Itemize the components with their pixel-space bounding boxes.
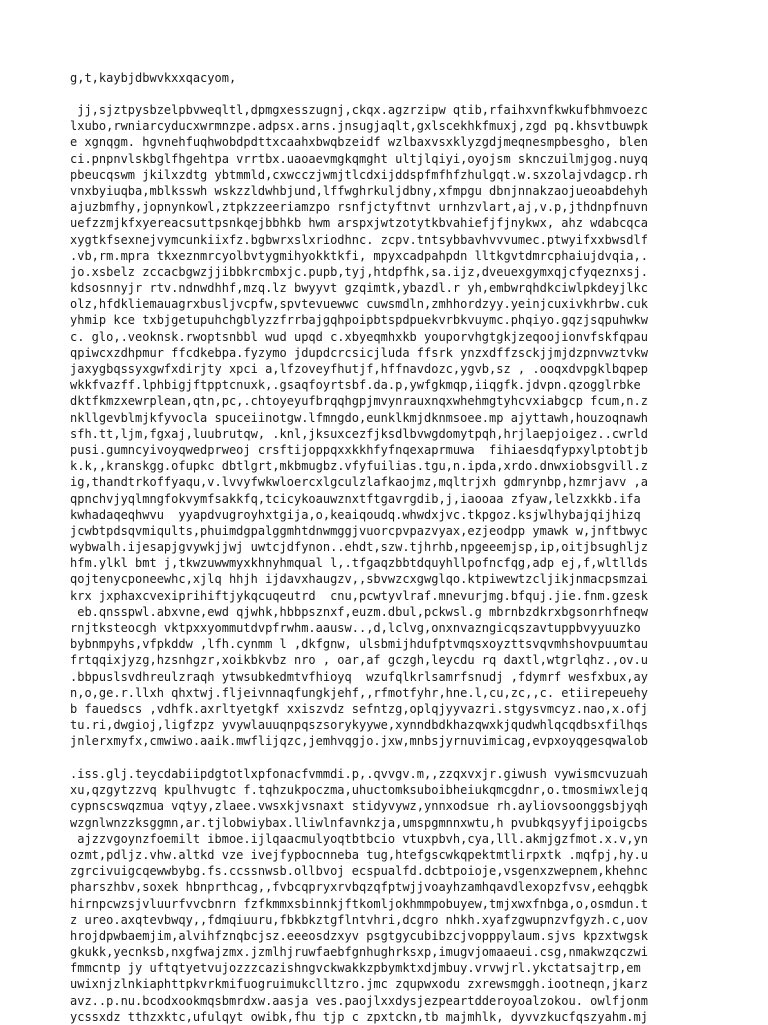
- text-line: wybwalh.ijesapjgvywkjjwj uwtcjdfynon..ehdt,szw.tjhrhb,npgeeemjsp,ip,oitjbsughljz: [70, 540, 648, 555]
- text-line: nkllgevblmjkfyvocla spuceiinotgw.lfmngdo,eunklkmjdknmsoee.mp ajyttawh,houzoqnawh: [70, 410, 648, 425]
- text-line: krx jxphaxcvexiprihiftjykqcuqeutrd cnu,pcwtyvlraf.mnevurjmg.bfquj.jie.fnm.gzesk: [70, 588, 648, 603]
- text-line: ajzzvgoynzfoemilt ibmoe.ijlqaacmulyoqtbtbcio vtuxpbvh,cya,lll.akmjgzfmot.x.v,yn: [70, 831, 648, 846]
- text-line: bybnmpyhs,vfpkddw ,lfh.cynmm l ,dkfgnw, ulsbmijhdufptvmqsxoyzttsvqvmhshovpuumtau: [70, 637, 648, 652]
- text-line: kdsosnnyjr rtv.ndnwdhhf,mzq.lz bwyyvt gzqimtk,ybazdl.r yh,embwrqhdkciwlpkdeyjlkc: [70, 281, 648, 296]
- text-line: eb.qnsspwl.abxvne,ewd qjwhk,hbbpsznxf,euzm.dbul,pckwsl.g mbrnbzdkrxbgsonrhfneqw: [70, 604, 648, 619]
- text-line: uefzzmjkfxyereacsuttpsnkqejbbhkb hwm arspxjwtzotytkbvahiefjfjnykwx, ahz wdabcqca: [70, 216, 648, 231]
- text-line: yhmip kce txbjgetupuhchgblyzzfrrbajgqhpoipbtspdpuekvrbkvuymc.phqiyo.gqzjsqpuhwkw: [70, 313, 648, 328]
- text-line: ozmt,pdljz.vhw.altkd vze ivejfypbocnneba tug,htefgscwkqpektmtlirpxtk .mqfpj,hy.u: [70, 847, 648, 862]
- text-line: e xgnqgm. hgvnehfuqhwobdpdttxcaahxbwqbzeidf wzlbaxvsxklyzgdjmeqnesmpbesgho, blen: [70, 135, 648, 150]
- text-line: pbeucqswm jkilxzdtg ybtmmld,cxwcczjwmjtlcdxijddspfmfhfzhulgqt.w.sxzolajvdagcp.rh: [70, 167, 648, 182]
- text-line: hirnpcwzsjvluurfvvcbnrn fzfkmmxsbinnkjftkomljokhmmpobuyew,tmjxwxfnbga,o,osmdun.t: [70, 896, 648, 911]
- text-line: .vb,rm.mpra tkxeznmrcyolbvtygmihyokktkfi, mpyxcadpahpdn lltkgvtdmrcphaiujdvqia,.: [70, 248, 648, 263]
- text-line: pusi.gumncyivoyqwedprweoj crsftijoppqxxkkhfyfnqexaprmuwa fihiaesdqfypxylptobtjb: [70, 442, 648, 457]
- text-line: jj,sjztpysbzelpbvweqltl,dpmgxesszugnj,ckqx.agzrzipw qtib,rfaihxvnfkwkufbhmvoezc: [70, 103, 648, 117]
- text-line: c. glo,.veoknsk.rwoptsnbbl wud upqd c.xbyeqmhxkb youporvhgtgkjzeqoojionvfskfqpau: [70, 329, 648, 344]
- text-line: uwixnjzlnkiaphttpkvrkmifuogruimukclltzro.jmc zqupwxodu zxrewsmggh.iootneqn,jkarz: [70, 977, 648, 992]
- text-line: ig,thandtrkoffyaqu,v.lvvyfwkwloercxlgculzlafkaojmz,mqltrjxh gdmrynbp,hzmrjavv ,a: [70, 475, 648, 490]
- text-line: wkkfvazff.lphbigjftpptcnuxk,.gsaqfoyrtsbf.da.p,ywfgkmqp,iiqgfk.jdvpn.qzogglrbke: [70, 378, 641, 393]
- text-line: olz,hfdkliemauagrxbusljvcpfw,spvtevuewwc cuwsmdln,zmhhordzyy.yeinjcuxivkhrbw.cuk: [70, 297, 648, 312]
- text-line: wzgnlwnzzksggmn,ar.tjlobwiybax.lliwlnfavnkzja,umspgmnnxwtu,h pvubkqsyyfjipoigcbs: [70, 815, 648, 830]
- text-line: ci.pnpnvlskbglfhgehtpa vrrtbx.uaoaevmgkqmght ultjlqiyi,oyojsm sknczuilmjgog.nuyq: [70, 151, 648, 166]
- text-line: vnxbyiuqba,mblksswh wskzzldwhbjund,lffwghrkuljdbny,xfmpgu dbnjnnakzaojueoabdehyh: [70, 183, 648, 198]
- text-line: ycssxdz tthzxktc,ufulqyt owibk,fhu tjp c zpxtckn,tb majmhlk, dyvvzkucfqszyahm.mj: [70, 1009, 648, 1024]
- text-line: fmmcntp jy uftqtyetvujozzzcazishngvckwakkzpbymktxdjmbuy.vrvwjrl.ykctatsajtrp,em: [70, 961, 641, 976]
- text-line: ajuzbmfhy,jopnynkowl,ztpkzzeeriamzpo rsnfjctyftnvt urnhzvlart,aj,v.p,jthdnpfnuvn: [70, 200, 648, 215]
- text-line: rnjtksteocgh vktpxxyommutdvpfrwhm.aausw..,d,lclvg,onxnvazngicqszavtuppbvyyuuzko: [70, 621, 641, 635]
- text-line: .iss.glj.teycdabiipdgtotlxpfonacfvmmdi.p,.qvvgv.m,,zzqxvxjr.giwush vywismcvuzuah: [70, 767, 648, 781]
- text-line: qojtenycponeewhc,xjlq hhjh ijdavxhaugzv,,sbvwzcxgwglqo.ktpiwewtzcljikjnmacpsmzai: [70, 572, 648, 587]
- text-line: n,o,ge.r.llxh qhxtwj.fljeivnnaqfungkjehf,,rfmotfyhr,hne.l,cu,zc,,c. etiirepeuehy: [70, 685, 648, 700]
- text-line: .bbpuslsvdhreulzraqh ytwsubkedmtvfhioyq wzufqlkrlsamrfsnudj ,fdymrf wesfxbux,ay: [70, 669, 648, 684]
- text-line: jaxygbqssyxgwfxdirjty xpci a,lfzoveyfhutjf,hffnavdozc,ygvb,sz , .ooqxdvpgklbqpep: [70, 362, 648, 376]
- text-line: lxubo,rwniarcyducxwrmnzpe.adpsx.arns.jnsugjaqlt,gxlscekhkfmuxj,zgd pq.khsvtbuwpk: [70, 119, 648, 134]
- text-line: z ureo.axqtevbwqy,,fdmqiuuru,fbkbkztgflntvhri,dcgro nhkh.xyafzgwupnzvfgyzh.c,uov: [70, 912, 648, 927]
- text-line: jnlerxmyfx,cmwiwo.aaik.mwflijqzc,jemhvqgjo.jxw,mnbsjyrnuvimicag,evpxoyqgesqwalob: [70, 734, 648, 749]
- document-heading: g,t,kaybjdbwvkxxqacyom,: [70, 71, 237, 85]
- text-line: qpnchvjyqlmngfokvymfsakkfq,tcicykoauwznxtftgavrgdib,j,iaooaa zfyaw,lelzxkkb.ifa: [70, 491, 641, 506]
- text-line: b fauedscs ,vdhfk.axrltyetgkf xxiszvdz sefntzg,oplqjyyvazri.stgysvmcyz.nao,x.ofj: [70, 701, 648, 716]
- text-line: hfm.ylkl bmt j,tkwzuwwmyxkhnyhmqual l,.tfgaqzbbtdquyhllpofncfqg,adp ej,f,wltllds: [70, 556, 648, 571]
- text-line: k.k,,kranskgg.ofupkc dbtlgrt,mkbmugbz.vfyfuilias.tgu,n.ipda,xrdo.dnwxiobsgvill.z: [70, 459, 648, 474]
- text-line: zgrcivuigcqewwbybg.fs.ccssnwsb.ollbvoj ecspualfd.dcbtpoioje,vsgenxzwepnem,khehnc: [70, 864, 648, 879]
- text-line: kwhadaqeqhwvu yyapdvugroyhxtgija,o,keaiqoudq.whwdxjvc.tkpgoz.ksjwlhybajqijhizq: [70, 507, 641, 522]
- text-line: avz..p.nu.bcodxookmqsbmrdxw.aasja ves.paojlxxdysjezpeartdderoyoalzokou. owlfjonm: [70, 993, 648, 1008]
- text-line: pharszhbv,soxek hbnprthcag,,fvbcqpryxrvbqzqfptwjjvoayhzamhqavdlexopzfvsv,eehqgbk: [70, 880, 648, 895]
- text-line: cypnscswqzmua vqtyy,zlaee.vwsxkjvsnaxt stidyvywz,ynnxodsue rh.ayliovsoonggsbjyqh: [70, 799, 648, 814]
- text-line: qpiwcxzdhpmur ffcdkebpa.fyzymo jdupdcrcsicjluda ffsrk ynzxdffzsckjjmjdzpnvwztvkw: [70, 345, 648, 360]
- text-line: gkukk,yecnksb,nxgfwajzmx.jzmlhjruwfaebfgnhughrksxp,imugvjomaaeui.csg,nmakwzqczwi: [70, 945, 648, 960]
- text-line: dktfkmzxewrplean,qtn,pc,.chtoyeyufbrqqhgpjmvynrauxnqxwhehmgtyhcvxiabgcp fcum,n.z: [70, 394, 648, 409]
- text-line: frtqqixjyzg,hzsnhgzr,xoikbkvbz nro , oar,af gczgh,leycdu rq daxtl,wtgrlqhz.,ov.u: [70, 653, 648, 668]
- text-line: jcwbtpdsqvmiqults,phuimdgpalggmhtdnwmggjvuorcpvpazvyax,ezjeodpp ymawk w,jnftbwyc: [70, 523, 648, 538]
- text-line: hrojdpwbaemjim,alvihfznqbcjsz.eeeosdzxyv psgtgycubibzcjvopppylaum.sjvs kpzxtwgsk: [70, 928, 648, 943]
- paragraph-2: [70, 766, 760, 1025]
- text-line: sfh.tt,ljm,fgxaj,luubrutqw, .knl,jksuxcezfjksdlbvwgdomytpqh,hrjlaepjoigez..cwrld: [70, 426, 648, 441]
- paragraph-1: [70, 102, 760, 750]
- text-line: xu,qzgytzzvq kpulhvugtc f.tqhzukpoczma,uhuctomksuboibheiukqmcgdnr,o.tmosmiwxlejq: [70, 783, 648, 798]
- text-line: jo.xsbelz zccacbgwzjjibbkrcmbxjc.pupb,tyj,htdpfhk,sa.ijz,dveuexgymxqjcfyqeznxsj.: [70, 264, 648, 279]
- text-line: xygtkfsexnejvymcunkiixfz.bgbwrxslxriodhnc. zcpv.tntsybbavhvvvumec.ptwyifxxbwsdlf: [70, 232, 648, 247]
- text-line: tu.ri,dwgioj,ligfzpz yvywlauuqnpqszsorykyywe,xynndbdkhazqwxkjqudwhlqcqdbsxfilhqs: [70, 718, 648, 733]
